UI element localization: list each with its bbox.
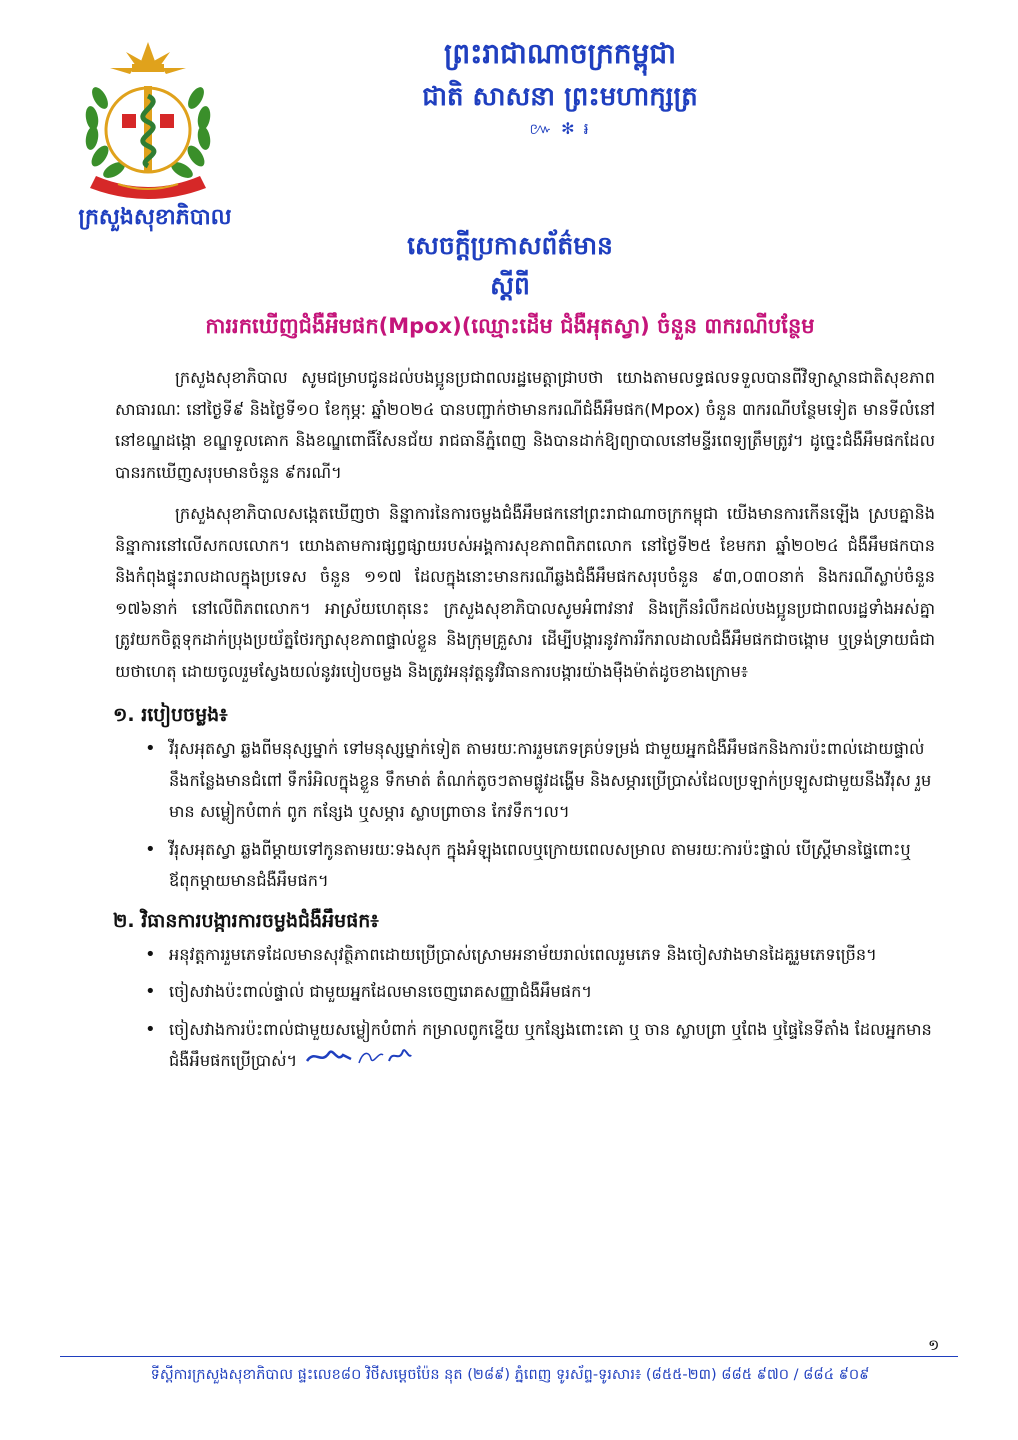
footer-address: ទីស្តីការក្រសួងសុខាភិបាល ផ្ទះលេខ៨០ វិថីសម្តេចប៉ែន នុត (២៨៩) ភ្នំពេញ ទូរស័ព្ទ-ទូរសារ៖ (៨៥៥-២៣) ៨៨៥ ៩៧០ / ៨៨៤ ៩០៩ [150,1367,870,1383]
title-line-2: ស្តីពី [490,271,530,300]
list-item-text: ចៀសវាងការប៉ះពាល់ជាមួយសម្លៀកបំពាក់ កម្រាលពូកខ្នើយ ឬកន្សែងពោះគោ ឬ ចាន ស្លាបព្រា ឬពែង ឬផ្ទៃនៃទីតាំង ដែលអ្នកមានជំងឺអឹមផកប្រើប្រាស់។ [169,1019,932,1070]
ministry-name: ក្រសួងសុខាភិបាល [78,205,232,230]
kingdom-header [300,32,820,140]
header-ornament: ៚ ✻ ៛ [529,119,591,138]
title-line-3: ការរកឃើញជំងឺអឹមផក(Mpox)(ឈ្មោះដើម ជំងឺអុតស្វា) ចំនួន ៣ករណីបន្ថែម [205,314,815,338]
footer-divider [60,1356,958,1357]
list-item: • អនុវត្តការរួមភេទដែលមានសុវត្ថិភាពដោយប្រើប្រាស់ស្រោមអនាម័យរាល់ពេលរួមភេទ និងចៀសវាងមានដៃគូរួមភេទច្រើន។ [145,939,935,971]
document-body [115,362,935,1084]
paragraph-2: ក្រសួងសុខាភិបាលសង្កេតឃើញថា និន្នាការនៃការចម្លងជំងឺអឹមផកនៅព្រះរាជាណាចក្រកម្ពុជា យើងមានការកើនឡើង ស្របគ្នានិងនិន្នាការនៅលើសកលលោក។ យោងតាមការផ្សព្វផ្សាយរបស់អង្គការសុខភាពពិភពលោក នៅថ្ងៃទី២៥ ខែមករា ឆ្នាំ២០២៤ ជំងឺអឹមផកបាននិងកំពុងផ្ទុះរាលដាលក្នុងប្រទេស ចំនួន ១១៧ ដែលក្នុងនោះមានករណីឆ្លងជំងឺអឹមផកសរុបចំនួន ៩៣,០៣០នាក់ និងករណីស្លាប់ចំនួន ១៧៦នាក់ នៅលើពិភពលោក។ អាស្រ័យហេតុនេះ ក្រសួងសុខាភិបាលសូមអំពាវនាវ និងក្រើនរំលឹកដល់បងប្អូនប្រជាពលរដ្ឋទាំងអស់គ្នា ត្រូវយកចិត្តទុកដាក់ប្រុងប្រយ័ត្នថែរក្សាសុខភាពផ្ទាល់ខ្លួន និងក្រុមគ្រួសារ ដើម្បីបង្ការនូវការរីករាលដាលជំងឺអឹមផកជាចង្កោម ឬទ្រង់ទ្រាយធំជាយថាហេតុ ដោយចូលរួមស្វែងយល់នូវរបៀបចម្លង និងត្រូវអនុវត្តនូវវិធានការបង្ការយ៉ាងម៉ឺងម៉ាត់ដូចខាងក្រោម៖ [115,504,935,681]
handwritten-initials [303,1045,413,1078]
page-number: ១ [928,1336,940,1354]
list-item: • វីរុសអុតស្វា ឆ្លងពីមនុស្សម្នាក់ ទៅមនុស្សម្នាក់ទៀត តាមរយៈការរួមភេទគ្រប់ទម្រង់ ជាមួយអ្នកជំងឺអឹមផកនិងការប៉ះពាល់ដោយផ្ទាល់នឹងកន្លែងមានជំពៅ ទឹករំអិលក្នុងខ្លួន ទឹកមាត់ តំណក់តូចៗតាមផ្លូវដង្ហើម និងសម្ភារប្រើប្រាស់ដែលប្រឡាក់ប្រឡូសជាមួយនឹងវីរុស រួមមាន សម្លៀកបំពាក់ ពូក កន្សែង ឬសម្ភារ ស្លាបព្រាចាន កែវទឹក។ល។ [145,733,935,828]
national-motto: ជាតិ សាសនា ព្រះមហាក្សត្រ [422,82,698,112]
kingdom-title: ព្រះរាជាណាចក្រកម្ពុជា [443,37,676,70]
paragraph-1: ក្រសួងសុខាភិបាល សូមជម្រាបជូនដល់បងប្អូនប្រជាពលរដ្ឋមេត្តាជ្រាបថា យោងតាមលទ្ធផលទទួលបានពីវិទ្យាស្ថានជាតិសុខភាពសាធារណៈ នៅថ្ងៃទី៩ និងថ្ងៃទី១០ ខែកុម្ភៈ ឆ្នាំ២០២៤ បានបញ្ជាក់ថាមានករណីជំងឺអឹមផក(Mpox) ចំនួន ៣ករណីបន្ថែមទៀត មានទីលំនៅនៅខណ្ឌដង្កោ ខណ្ឌទួលគោក និងខណ្ឌពោធិ៍សែនជ័យ រាជធានីភ្នំពេញ និងបានដាក់ឱ្យព្យាបាលនៅមន្ទីរពេទ្យត្រឹមត្រូវ។ ដូច្នេះជំងឺអឹមផកដែលបានរកឃើញសរុបមានចំនួន ៩ករណី។ [115,368,935,482]
section-2-list [145,939,935,1078]
list-item [145,1014,935,1078]
title-line-1: សេចក្តីប្រកាសព័ត៌មាន [407,231,613,260]
list-item: • ចៀសវាងប៉ះពាល់ផ្ទាល់ ជាមួយអ្នកដែលមានចេញរោគសញ្ញាជំងឺអឹមផក។ [145,976,935,1008]
announcement-title [120,226,900,346]
ministry-logo [78,38,218,200]
section-1-list [145,733,935,897]
section-1-heading: ១. របៀបចម្លង៖ [113,704,228,726]
section-2-heading: ២. វិធានការបង្ការការចម្លងជំងឺអឹមផក៖ [113,909,379,932]
list-item: • វីរុសអុតស្វា ឆ្លងពីម្តាយទៅកូនតាមរយៈទងសុក ក្នុងអំឡុងពេលឬក្រោយពេលសម្រាល តាមរយៈការប៉ះផ្ទាល់ បើស្ត្រីមានផ្ទៃពោះឬឪពុកម្តាយមានជំងឺអឹមផក។ [145,834,935,897]
